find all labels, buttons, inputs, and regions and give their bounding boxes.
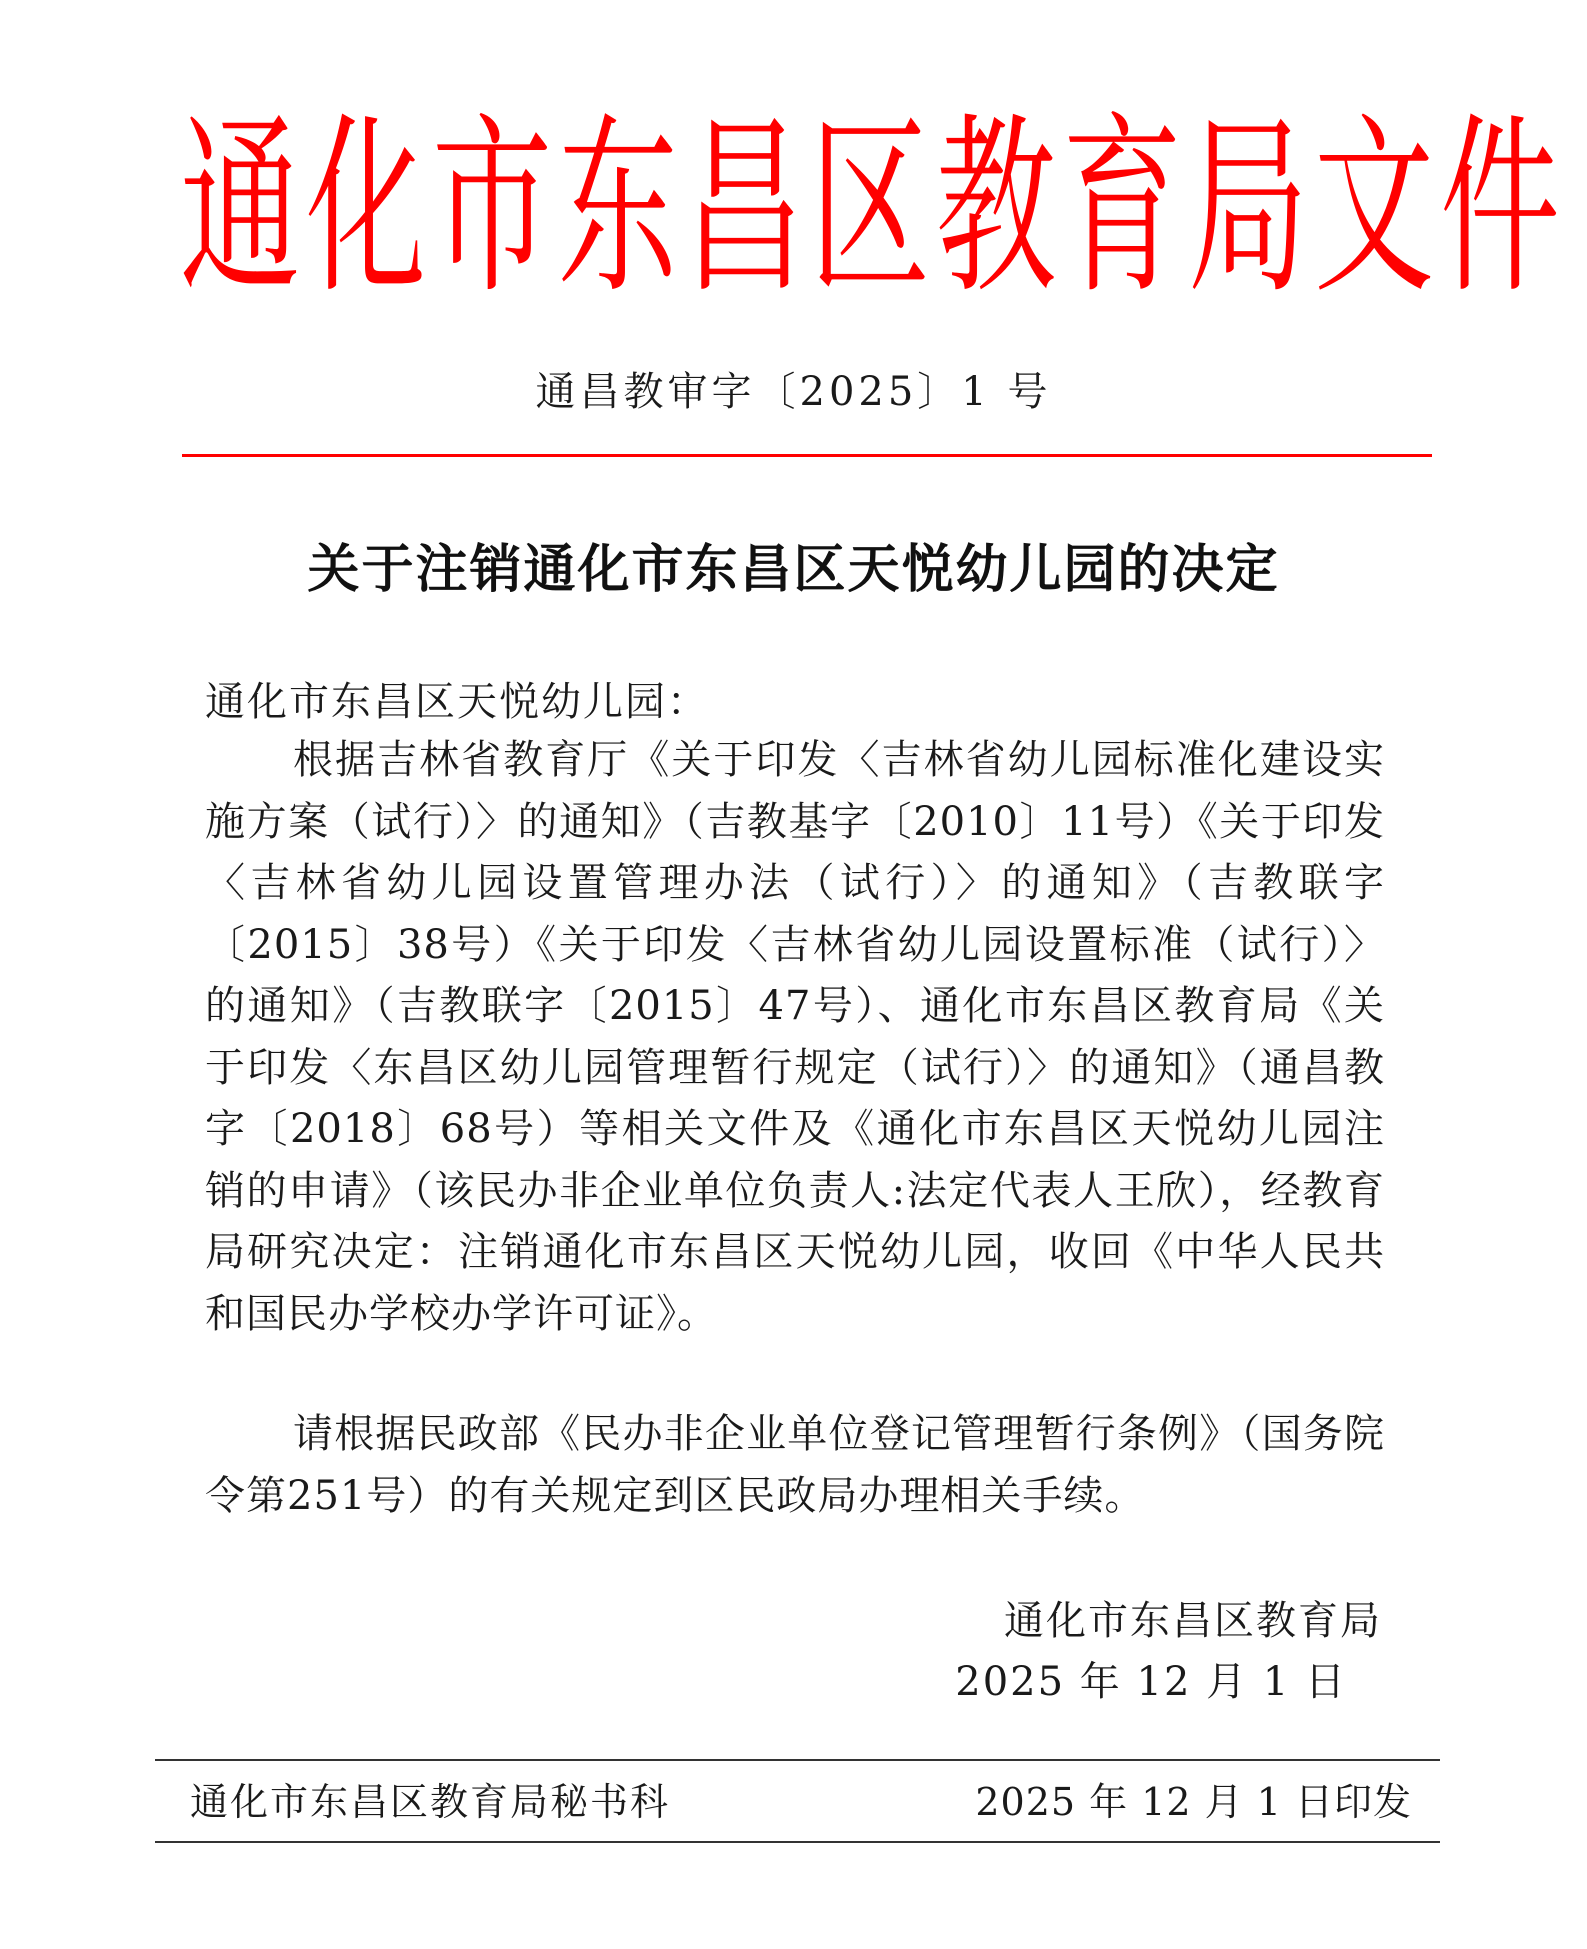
masthead-title: 通化市东昌区教育局文件 [180, 98, 1566, 321]
document-title: 关于注销通化市东昌区天悦幼儿园的决定 [307, 539, 1280, 600]
footer-top-rule [155, 1759, 1440, 1761]
salutation: 通化市东昌区天悦幼儿园： [205, 679, 709, 725]
document-number: 通昌教审字〔2025〕1 号 [535, 369, 1052, 415]
body-paragraph-2: 请根据民政部《民办非企业单位登记管理暂行条例》（国务院令第251号）的有关规定到区民政局办理相关手续。 [205, 1411, 1385, 1519]
signature-organization: 通化市东昌区教育局 [1004, 1598, 1382, 1644]
red-separator-line [182, 454, 1432, 457]
signature-date: 2025 年 12 月 1 日 [955, 1659, 1347, 1705]
footer-issuer: 通化市东昌区教育局秘书科 [190, 1780, 671, 1824]
masthead [180, 95, 1566, 325]
footer-issue-date: 2025 年 12 月 1 日印发 [975, 1780, 1412, 1824]
footer-bottom-rule [155, 1841, 1440, 1843]
body-paragraph-1: 根据吉林省教育厅《关于印发〈吉林省幼儿园标准化建设实施方案（试行）〉的通知》（吉教基字〔2010〕11号）《关于印发〈吉林省幼儿园设置管理办法（试行）〉的通知》（吉教联字〔2015〕38号）《关于印发〈吉林省幼儿园设置标准（试行）〉的通知》（吉教联字〔2015〕47号）、通化市东昌区教育局《关于印发〈东昌区幼儿园管理暂行规定（试行）〉的通知》（通昌教字〔2018〕68号）等相关文件及《通化市东昌区天悦幼儿园注销的申请》（该民办非企业单位负责人:法定代表人王欣），经教育局研究决定：注销通化市东昌区天悦幼儿园，收回《中华人民共和国民办学校办学许可证》。 [205, 737, 1385, 1337]
